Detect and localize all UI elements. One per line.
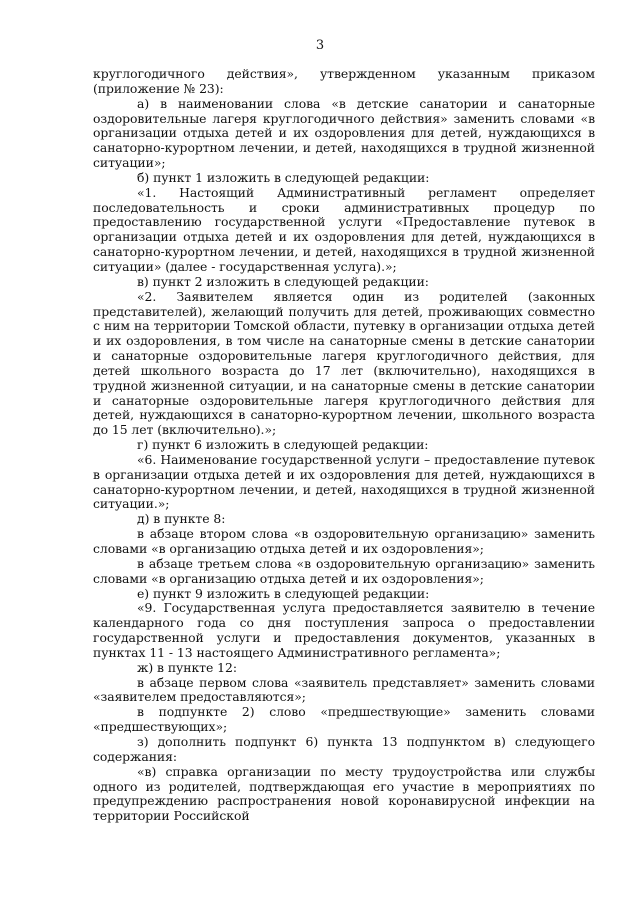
paragraph-item-zh: ж) в пункте 12: <box>137 659 237 675</box>
page-number: 3 <box>315 38 325 53</box>
paragraph-item-a: а) в наименовании слова «в детские санатории и санаторные оздоровительные лагеря круглогодичного действия» заменить словами «в организации отдыха детей и их оздоровления для детей, нуждающихся в санаторно-курортном лечении, и детей, находящихся в трудной жизненной ситуации»; <box>93 95 595 171</box>
paragraph-continuation: круглогодичного действия», утвержденном указанным приказом (приложение № 23): <box>93 66 595 96</box>
paragraph-item-b-quote: «1. Настоящий Административный регламент определяет последовательность и сроки административных процедур по предоставлению государственной услуги «Предоставление путевок в организации отдыха детей и их оздоровления для детей, нуждающихся в санаторно-курортном лечении, и детей, находящихся в трудной жизненной ситуации» (далее - государственная услуга).»; <box>93 184 595 274</box>
paragraph-item-d: д) в пункте 8: <box>137 511 226 527</box>
paragraph-item-z-quote: «в) справка организации по месту трудоустройства или службы одного из родителей, подтверждающая его участие в мероприятиях по предупреждению распространения новой коронавирусной инфекции на территории Российской <box>93 763 595 824</box>
paragraph-item-b: б) пункт 1 изложить в следующей редакции: <box>137 169 430 185</box>
paragraph-item-v: в) пункт 2 изложить в следующей редакции: <box>137 273 429 289</box>
document-body <box>93 67 595 824</box>
paragraph-item-e-quote: «9. Государственная услуга предоставляется заявителю в течение календарного года со дня поступления запроса о предоставлении государственной услуги и предоставления документов, указанных в пунктах 11 - 13 настоящего Административного регламента»; <box>93 600 595 660</box>
paragraph-item-zh-first: в абзаце первом слова «заявитель представляет» заменить словами «заявителем предоставляются»; <box>93 674 595 705</box>
paragraph-item-e: е) пункт 9 изложить в следующей редакции: <box>137 585 430 601</box>
paragraph-item-d-second: в абзаце втором слова «в оздоровительную организацию» заменить словами «в организацию отдыха детей и их оздоровления»; <box>93 526 595 556</box>
paragraph-item-g-quote: «6. Наименование государственной услуги – предоставление путевок в организации отдыха детей и их оздоровления для детей, нуждающихся в санаторно-курортном лечении, и детей, находящихся в трудной жизненной ситуации.»; <box>93 451 595 512</box>
paragraph-item-g: г) пункт 6 изложить в следующей редакции: <box>137 437 429 453</box>
paragraph-item-zh-second: в подпункте 2) слово «предшествующие» заменить словами «предшествующих»; <box>93 704 595 735</box>
paragraph-item-v-quote: «2. Заявителем является один из родителей (законных представителей), желающий получить для детей, проживающих совместно с ним на территории Томской области, путевку в организации отдыха детей и их оздоровления, в том числе на санаторные смены в детские санатории и санаторные оздоровительные лагеря круглогодичного действия, для детей школьного возраста до 17 лет (включительно), находящихся в трудной жизненной ситуации, и на санаторные смены в детские санатории и санаторные оздоровительные лагеря круглогодичного действия для детей, нуждающихся в санаторно-курортном лечении, школьного возраста до 15 лет (включительно).»; <box>93 288 595 438</box>
paragraph-item-z: з) дополнить подпункт 6) пункта 13 подпунктом в) следующего содержания: <box>93 733 595 764</box>
paragraph-item-d-third: в абзаце третьем слова «в оздоровительную организацию» заменить словами «в организацию отдыха детей и их оздоровления»; <box>93 555 595 586</box>
